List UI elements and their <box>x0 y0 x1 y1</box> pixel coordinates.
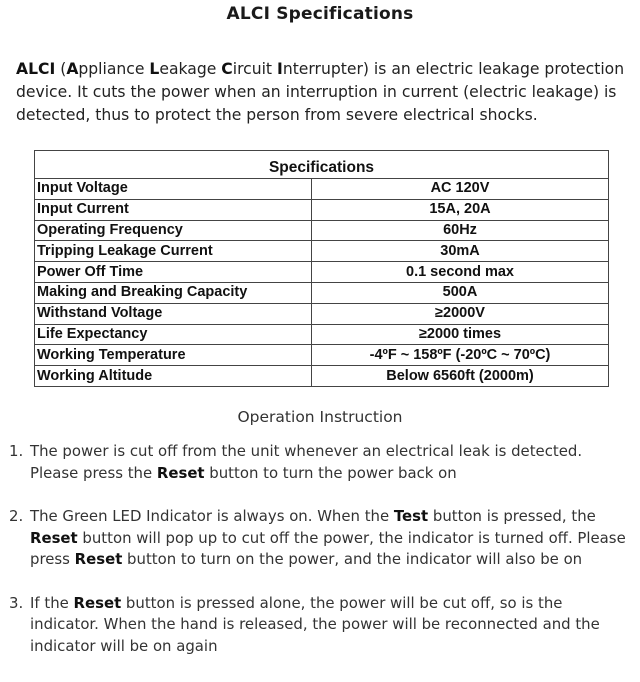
table-row <box>35 220 609 241</box>
spec-value: Below 6560ft (2000m) <box>312 366 609 387</box>
table-header: Specifications <box>35 151 609 179</box>
table-row <box>35 303 609 324</box>
intro-word-1: ppliance <box>78 59 150 78</box>
spec-value: AC 120V <box>312 179 609 200</box>
step-text: The power is cut off from the unit whenever an electrical leak is detected. Please press the <box>30 442 583 482</box>
step-button-name: Reset <box>30 528 78 547</box>
table-row <box>35 262 609 283</box>
operation-title: Operation Instruction <box>237 408 403 426</box>
table-row <box>35 345 609 366</box>
spec-label: Tripping Leakage Current <box>35 241 312 262</box>
specifications-body <box>35 179 609 387</box>
intro-word-2: eakage <box>159 59 222 78</box>
step-text: button to turn on the power, and the indicator will also be on <box>122 550 583 568</box>
table-row <box>35 366 609 387</box>
intro-body: ) is an electric leakage protection device. It cuts the power when an interruption in current (electric leakage) is detected, thus to protect the person from severe electrical shocks. <box>16 59 625 124</box>
spec-label: Input Current <box>35 199 312 220</box>
table-row <box>35 324 609 345</box>
spec-value: 60Hz <box>312 220 609 241</box>
spec-label: Withstand Voltage <box>35 303 312 324</box>
step-text: button will pop up to cut off the power, the indicator is turned off. Please press <box>30 528 626 568</box>
step-item <box>9 593 635 658</box>
spec-label: Operating Frequency <box>35 220 312 241</box>
spec-value: ≥2000 times <box>312 324 609 345</box>
spec-label: Making and Breaking Capacity <box>35 282 312 303</box>
spec-label: Life Expectancy <box>35 324 312 345</box>
intro-initial-1: A <box>66 59 79 78</box>
step-number: 1. <box>9 442 24 460</box>
table-row <box>35 241 609 262</box>
table-row <box>35 282 609 303</box>
table-row <box>35 199 609 220</box>
spec-label: Working Altitude <box>35 366 312 387</box>
intro-open-paren: ( <box>55 59 67 78</box>
operation-steps <box>9 441 635 679</box>
spec-value: 500A <box>312 282 609 303</box>
table-header-row <box>35 151 609 179</box>
step-item <box>9 506 635 571</box>
step-text: The Green LED Indicator is always on. When the <box>30 507 394 525</box>
step-text: button is pressed alone, the power will be cut off, so is the indicator. When the hand is released, the power will be reconnected and the indicator will be on again <box>30 593 600 655</box>
step-text: button is pressed, the <box>428 507 596 525</box>
spec-value: 30mA <box>312 241 609 262</box>
step-number: 2. <box>9 507 24 525</box>
step-button-name: Reset <box>74 550 123 568</box>
spec-label: Input Voltage <box>35 179 312 200</box>
spec-label: Power Off Time <box>35 262 312 283</box>
page-title: ALCI Specifications <box>226 4 414 24</box>
step-number: 3. <box>9 593 24 612</box>
spec-value: -4ºF ~ 158ºF (-20ºC ~ 70ºC) <box>312 345 609 366</box>
spec-value: 15A, 20A <box>312 199 609 220</box>
step-button-name: Reset <box>73 593 122 612</box>
spec-label: Working Temperature <box>35 345 312 366</box>
intro-acronym: ALCI <box>16 59 56 78</box>
step-text: button to turn the power back on <box>204 463 457 482</box>
specifications-table <box>34 150 609 387</box>
intro-paragraph <box>16 58 628 127</box>
step-button-name: Test <box>393 507 429 525</box>
spec-value: ≥2000V <box>312 303 609 324</box>
step-item <box>9 441 635 484</box>
table-row <box>35 179 609 200</box>
intro-initial-2: L <box>149 59 160 78</box>
step-text: If the <box>30 593 74 612</box>
intro-initial-4: I <box>277 59 283 78</box>
intro-word-3: ircuit <box>232 59 277 78</box>
spec-value: 0.1 second max <box>312 262 609 283</box>
intro-word-4: nterrupter <box>282 59 363 78</box>
intro-initial-3: C <box>221 59 233 78</box>
step-button-name: Reset <box>156 463 205 482</box>
